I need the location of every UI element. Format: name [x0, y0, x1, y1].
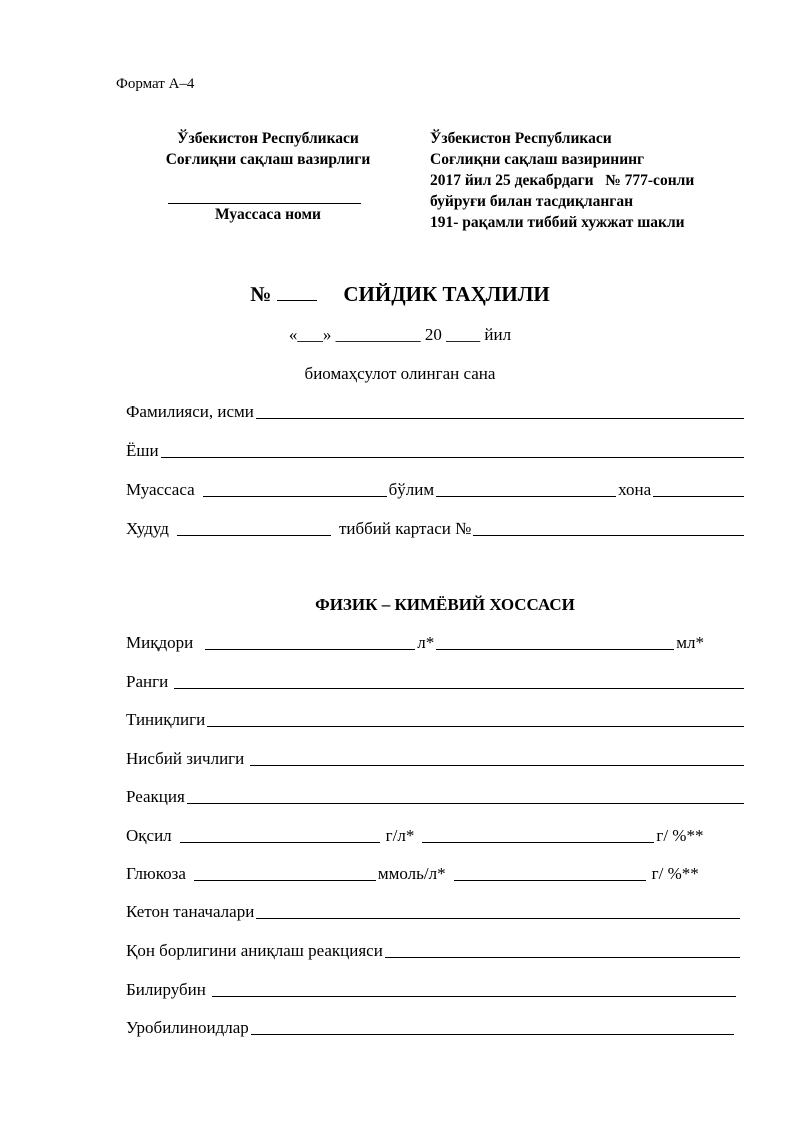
approval-header-line1: Ўзбекистон Республикаси: [430, 130, 612, 147]
title-text: СИЙДИК ТАҲЛИЛИ: [343, 282, 550, 306]
blood-row: [126, 941, 742, 961]
glucose-unit-mmol: ммоль/л*: [377, 864, 446, 883]
blood-label: Қон борлигини аниқлаш реакцияси: [126, 941, 383, 960]
reaction-field[interactable]: [187, 803, 744, 804]
section-title: ФИЗИК – КИМЁВИЙ ХОССАСИ: [315, 595, 575, 614]
approval-header-line2: Соғлиқни сақлаш вазирининг: [430, 151, 645, 168]
urobilinoid-label: Уробилиноидлар: [126, 1018, 249, 1037]
quantity-l-field[interactable]: [205, 649, 415, 650]
density-label: Нисбий зичлиги: [126, 749, 245, 768]
clarity-row: [126, 710, 746, 730]
reaction-row: [126, 787, 746, 807]
institution-name-label: Муассаса номи: [215, 206, 321, 223]
bilirubin-label: Билирубин: [126, 980, 206, 999]
urobilinoid-field[interactable]: [251, 1034, 734, 1035]
urobilinoid-row: [126, 1018, 736, 1038]
bilirubin-field[interactable]: [212, 996, 736, 997]
glucose-row: [126, 864, 746, 884]
ketone-row: [126, 902, 742, 922]
card-label: тиббий картаси №: [338, 519, 472, 538]
department-field[interactable]: [436, 496, 616, 497]
reaction-label: Реакция: [126, 787, 185, 806]
color-field[interactable]: [174, 688, 744, 689]
approval-header-line3: 2017 йил 25 декабрдаги № 777-сонли: [430, 172, 695, 189]
card-number-field[interactable]: [473, 535, 744, 536]
protein-row: [126, 826, 746, 846]
page-title: [0, 282, 800, 307]
format-label: Формат А–4: [116, 76, 195, 92]
sample-date-caption: биомаҳсулот олинган сана: [304, 364, 496, 383]
color-label: Ранги: [126, 672, 169, 691]
room-field[interactable]: [653, 496, 744, 497]
quantity-ml-field[interactable]: [436, 649, 674, 650]
quantity-unit-ml: мл*: [676, 633, 704, 652]
name-row: [126, 402, 746, 422]
title-number-blank[interactable]: [277, 284, 317, 301]
ketone-field[interactable]: [256, 918, 740, 919]
color-row: [126, 672, 746, 692]
region-label: Худуд: [126, 519, 169, 538]
institution-field[interactable]: [203, 496, 387, 497]
institution-label: Муассаса: [126, 480, 195, 499]
protein-gl-field[interactable]: [180, 842, 380, 843]
approval-header-line5: 191- рақамли тиббий хужжат шакли: [430, 214, 685, 231]
age-field[interactable]: [161, 457, 744, 458]
density-row: [126, 749, 746, 769]
glucose-percent-field[interactable]: [454, 880, 646, 881]
age-row: [126, 441, 746, 461]
region-row: [126, 519, 746, 539]
institution-row: [126, 480, 746, 500]
region-field[interactable]: [177, 535, 331, 536]
clarity-label: Тиниқлиги: [126, 710, 206, 729]
ministry-header-line2: Соғлиқни сақлаш вазирлиги: [165, 151, 371, 168]
name-field[interactable]: [256, 418, 744, 419]
title-number-sign: №: [250, 282, 272, 306]
density-field[interactable]: [250, 765, 744, 766]
ministry-header-line1: Ўзбекистон Республикаси: [177, 130, 359, 147]
department-label: бўлим: [388, 480, 435, 499]
clarity-field[interactable]: [207, 726, 744, 727]
quantity-unit-l: л*: [417, 633, 435, 652]
bilirubin-row: [126, 980, 738, 1000]
age-label: Ёши: [126, 441, 159, 460]
protein-label: Оқсил: [126, 826, 172, 845]
ketone-label: Кетон таначалари: [126, 902, 255, 921]
protein-unit-gl: г/л*: [385, 826, 415, 845]
room-label: хона: [618, 480, 652, 499]
approval-header: [430, 128, 694, 233]
approval-header-line4: буйруғи билан тасдиқланган: [430, 193, 634, 210]
quantity-row: [126, 633, 746, 653]
name-label: Фамилияси, исми: [126, 402, 254, 421]
protein-percent-field[interactable]: [422, 842, 654, 843]
blood-field[interactable]: [385, 957, 740, 958]
sample-date-line[interactable]: «___» __________ 20 ____ йил: [288, 325, 512, 344]
ministry-header: [148, 128, 388, 170]
quantity-label: Миқдори: [126, 633, 194, 652]
protein-unit-percent: г/ %**: [656, 826, 704, 845]
glucose-label: Глюкоза: [126, 864, 186, 883]
glucose-unit-percent: г/ %**: [651, 864, 699, 883]
institution-name-rule: [168, 203, 361, 204]
glucose-mmol-field[interactable]: [194, 880, 376, 881]
